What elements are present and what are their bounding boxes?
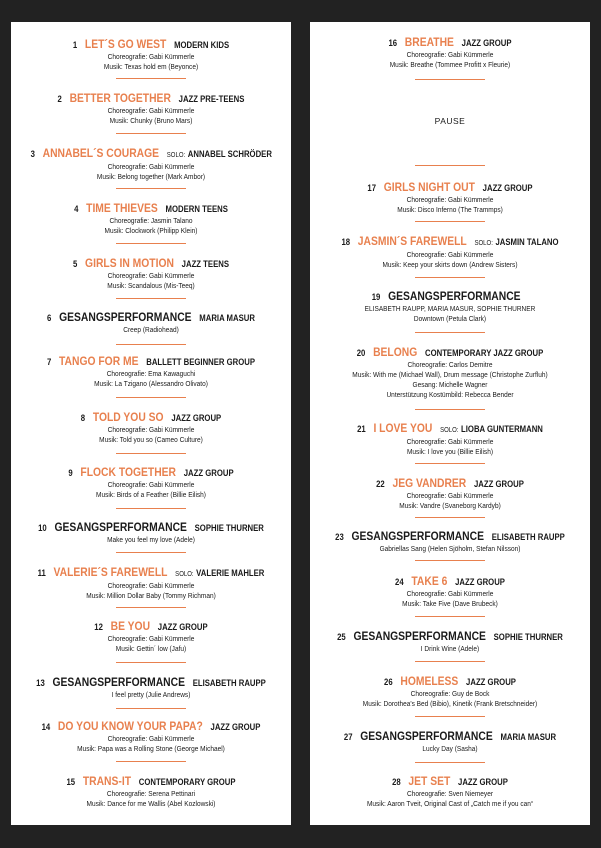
performer-group: JAZZ GROUP [455, 577, 505, 587]
item-number: 15 [66, 777, 76, 787]
item-title: GESANGSPERFORMANCE [360, 729, 493, 743]
program-item [11, 676, 291, 700]
credit-line: Choreografie: Gabi Kümmerle [107, 480, 195, 489]
performer-group: JAZZ GROUP [473, 479, 524, 489]
credit-line: ELISABETH RAUPP, MARIA MASUR, SOPHIE THURNER [364, 304, 536, 313]
item-number: 21 [357, 424, 366, 434]
separator-line [415, 560, 485, 561]
item-title: BELONG [373, 345, 418, 359]
separator-line [415, 517, 485, 518]
item-number: 17 [367, 183, 377, 193]
program-item [310, 346, 590, 400]
item-number: 5 [73, 259, 78, 269]
program-item [310, 477, 590, 511]
item-heading [31, 311, 272, 325]
item-heading [330, 530, 571, 544]
separator-line [116, 397, 186, 398]
credit-line: Choreografie: Gabi Kümmerle [107, 581, 195, 590]
item-heading [330, 181, 571, 195]
separator-line [116, 761, 186, 762]
credit-line: Musik: Keep your skirts down (Andrew Sisters) [382, 260, 518, 269]
credit-line: Musik: Breathe (Tommee Profitt x Fleurie) [389, 60, 511, 69]
performer-group: MARIA MASUR [199, 313, 255, 323]
performer-group: ELISABETH RAUPP [192, 678, 266, 688]
pause-label: PAUSE [434, 116, 466, 126]
performer-group: JASMIN TALANO [495, 237, 559, 247]
credit-line: Musik: Texas hold em (Beyonce) [103, 62, 199, 71]
item-title: GESANGSPERFORMANCE [59, 310, 192, 324]
performer-group: CONTEMPORARY JAZZ GROUP [424, 348, 544, 358]
program-item [310, 290, 590, 324]
item-title: GIRLS IN MOTION [85, 256, 174, 270]
performer-group: SOPHIE THURNER [493, 632, 563, 642]
item-number: 6 [47, 313, 52, 323]
item-heading [31, 676, 272, 690]
item-number: 10 [38, 523, 47, 533]
credit-line: Musik: Gettin´ low (Jafu) [115, 644, 187, 653]
item-title: TIME THIEVES [86, 201, 158, 215]
separator-line [415, 165, 485, 166]
credit-line: Choreografie: Gabi Kümmerle [107, 271, 195, 280]
item-title: BREATHE [404, 35, 454, 49]
separator-line [116, 453, 186, 454]
credit-line: Downtown (Petula Clark) [413, 314, 487, 323]
credit-line: Choreografie: Gabi Kümmerle [406, 250, 494, 259]
credit-line: Choreografie: Gabi Kümmerle [107, 162, 195, 171]
item-number: 23 [335, 532, 344, 542]
item-number: 4 [74, 204, 79, 214]
item-number: 3 [30, 149, 35, 159]
item-title: GESANGSPERFORMANCE [353, 629, 486, 643]
program-item [310, 181, 590, 215]
performer-group: JAZZ GROUP [157, 622, 208, 632]
credit-line: Choreografie: Gabi Kümmerle [107, 634, 195, 643]
program-item [11, 311, 291, 335]
program-item [11, 92, 291, 126]
separator-line [415, 277, 485, 278]
program-item [11, 466, 291, 500]
item-heading [31, 355, 272, 369]
credit-line: Choreografie: Jasmin Talano [109, 216, 193, 225]
item-number: 25 [337, 632, 346, 642]
separator-line [415, 332, 485, 333]
performer-group: MARIA MASUR [500, 732, 557, 742]
item-heading [31, 411, 272, 425]
separator-line [116, 298, 186, 299]
item-number: 8 [80, 413, 86, 423]
performer-group: ANNABEL SCHRÖDER [187, 149, 272, 159]
item-title: FLOCK TOGETHER [80, 465, 176, 479]
item-heading [330, 630, 571, 644]
item-heading [330, 775, 571, 789]
credit-line: Creep (Radiohead) [123, 325, 179, 334]
item-heading [31, 257, 272, 271]
program-item [310, 530, 590, 554]
program-column-right [310, 22, 590, 825]
credit-line: Musik: La Tzigano (Alessandro Olivato) [94, 379, 208, 388]
item-number: 20 [356, 348, 366, 358]
separator-line [415, 463, 485, 464]
credit-line: Choreografie: Gabi Kümmerle [406, 589, 494, 598]
item-number: 7 [46, 357, 52, 367]
item-heading [330, 730, 571, 744]
program-item [11, 720, 291, 754]
item-heading [31, 720, 272, 734]
separator-line [415, 762, 485, 763]
performer-group: JAZZ GROUP [210, 722, 261, 732]
item-number: 22 [376, 479, 385, 489]
credit-line: Choreografie: Guy de Bock [410, 689, 490, 698]
item-title: GESANGSPERFORMANCE [52, 675, 185, 689]
item-heading [31, 566, 272, 581]
item-heading [31, 202, 272, 216]
program-item [11, 147, 291, 182]
item-number: 13 [36, 678, 45, 688]
item-title: TOLD YOU SO [92, 410, 164, 424]
credit-line: Choreografie: Gabi Kümmerle [406, 491, 494, 500]
program-item [11, 257, 291, 291]
item-title: JASMIN´S FAREWELL [357, 234, 467, 248]
item-title: VALERIE´S FAREWELL [53, 565, 168, 579]
credit-line: Choreografie: Serena Pettinari [106, 789, 196, 798]
separator-line [415, 716, 485, 717]
credit-line: Musik: Birds of a Feather (Billie Eilish) [96, 490, 206, 499]
item-heading [31, 620, 272, 634]
program-column-left [11, 22, 291, 825]
separator-line [116, 607, 186, 608]
item-title: I LOVE YOU [373, 421, 433, 435]
separator-line [116, 708, 186, 709]
item-heading [330, 477, 571, 491]
item-title: GESANGSPERFORMANCE [351, 529, 484, 543]
credit-line: Musik: Clockwork (Philipp Klein) [104, 226, 198, 235]
credit-line: Choreografie: Gabi Kümmerle [107, 734, 195, 743]
credit-line: Choreografie: Ema Kawaguchi [106, 369, 196, 378]
program-item [310, 235, 590, 270]
separator-line [116, 552, 186, 553]
program-item [11, 411, 291, 445]
item-number: 14 [41, 722, 51, 732]
item-number: 12 [94, 622, 103, 632]
credit-line: Musik: Dance for me Wallis (Abel Kozlowski) [86, 799, 216, 808]
item-number: 19 [371, 292, 381, 302]
credit-line: Unterstützung Kostümbild: Rebecca Bender [386, 390, 514, 399]
item-heading [330, 422, 571, 437]
program-item [11, 620, 291, 654]
program-item [310, 730, 590, 754]
item-number: 9 [68, 468, 73, 478]
program-item [11, 355, 291, 389]
credit-line: Choreografie: Carlos Demitre [407, 360, 493, 369]
credit-line: Choreografie: Gabi Kümmerle [107, 106, 195, 115]
separator-line [116, 344, 186, 345]
credit-line: I feel pretty (Julie Andrews) [111, 690, 191, 699]
item-heading [31, 147, 272, 162]
program-item [11, 521, 291, 545]
credit-line: Gabriellas Sang (Helen Sjöholm, Stefan Nilsson) [379, 544, 521, 553]
item-number: 28 [392, 777, 401, 787]
credit-line: Musik: Told you so (Cameo Culture) [99, 435, 203, 444]
credit-line: Musik: Chunky (Bruno Mars) [109, 116, 193, 125]
performer-group: SOPHIE THURNER [194, 523, 264, 533]
performer-group: BALLETT BEGINNER GROUP [146, 357, 256, 367]
separator-line [415, 661, 485, 662]
separator-line [415, 409, 485, 410]
item-heading [31, 775, 272, 789]
item-title: GESANGSPERFORMANCE [54, 520, 187, 534]
item-title: HOMELESS [400, 674, 459, 688]
program-item [11, 775, 291, 809]
item-title: LET´S GO WEST [84, 37, 167, 51]
program-item [310, 575, 590, 609]
credit-line: Musik: Dorothea's Bed (Bibio), Kinetik (Frank Bretschneider) [362, 699, 538, 708]
program-item [11, 566, 291, 601]
separator-line [116, 662, 186, 663]
credit-line: Lucky Day (Sasha) [422, 744, 478, 753]
item-number: 2 [57, 94, 62, 104]
program-item [11, 202, 291, 236]
performer-group: JAZZ PRE-TEENS [178, 94, 245, 104]
solo-label: SOLO: [474, 240, 493, 247]
item-heading [31, 521, 272, 535]
item-heading [330, 235, 571, 250]
item-title: GESANGSPERFORMANCE [388, 289, 521, 303]
performer-group: JAZZ GROUP [466, 677, 516, 687]
item-number: 26 [384, 677, 393, 687]
solo-label: SOLO: [440, 427, 459, 434]
program-item [310, 675, 590, 709]
item-title: DO YOU KNOW YOUR PAPA? [57, 719, 203, 733]
item-number: 18 [341, 237, 351, 247]
performer-group: JAZZ GROUP [458, 777, 508, 787]
performer-group: ELISABETH RAUPP [491, 532, 565, 542]
performer-group: JAZZ TEENS [181, 259, 229, 269]
item-heading [330, 36, 571, 50]
credit-line: Musik: Million Dollar Baby (Tommy Richman) [86, 591, 216, 600]
credit-line: Choreografie: Gabi Kümmerle [107, 425, 195, 434]
performer-group: MODERN TEENS [165, 204, 228, 214]
performer-group: JAZZ GROUP [183, 468, 234, 478]
item-heading [330, 346, 571, 360]
credit-line: Musik: Belong together (Mark Ambor) [96, 172, 206, 181]
item-number: 27 [343, 732, 353, 742]
credit-line: Musik: Take Five (Dave Brubeck) [402, 599, 498, 608]
item-title: BETTER TOGETHER [69, 91, 171, 105]
credit-line: Gesang: Michelle Wagner [412, 380, 488, 389]
item-heading [330, 675, 571, 689]
credit-line: Musik: Papa was a Rolling Stone (George Michael) [77, 744, 225, 753]
item-title: TRANS-IT [82, 774, 132, 788]
performer-group: VALERIE MAHLER [196, 568, 265, 578]
credit-line: Make you feel my love (Adele) [107, 535, 195, 544]
item-heading [31, 38, 272, 52]
item-title: ANNABEL´S COURAGE [42, 146, 160, 160]
item-number: 24 [395, 577, 404, 587]
item-title: JEG VANDRER [392, 476, 467, 490]
performer-group: JAZZ GROUP [171, 413, 222, 423]
program-item [310, 630, 590, 654]
program-item [310, 775, 590, 809]
separator-line [116, 78, 186, 79]
credit-line: Choreografie: Gabi Kümmerle [406, 437, 494, 446]
item-heading [330, 290, 571, 304]
credit-line: Musik: I love you (Billie Eilish) [406, 447, 493, 456]
separator-line [116, 508, 186, 509]
credit-line: Choreografie: Gabi Kümmerle [406, 195, 494, 204]
performer-group: CONTEMPORARY GROUP [138, 777, 236, 787]
performer-group: JAZZ GROUP [461, 38, 512, 48]
solo-label: SOLO: [175, 571, 194, 578]
item-title: GIRLS NIGHT OUT [383, 180, 475, 194]
item-heading [31, 466, 272, 480]
item-number: 11 [37, 568, 46, 578]
item-title: TAKE 6 [411, 574, 448, 588]
program-item [310, 36, 590, 70]
credit-line: I Drink Wine (Adele) [420, 644, 480, 653]
solo-label: SOLO: [166, 152, 186, 159]
program-item [11, 38, 291, 72]
item-title: JET SET [408, 774, 451, 788]
item-heading [330, 575, 571, 589]
performer-group: MODERN KIDS [174, 40, 230, 50]
separator-line [415, 79, 485, 80]
program-item [310, 422, 590, 457]
separator-line [415, 616, 485, 617]
credit-line: Musik: Scandalous (Mis-Teeq) [107, 281, 195, 290]
separator-line [116, 188, 186, 189]
item-title: BE YOU [110, 619, 151, 633]
credit-line: Choreografie: Gabi Kümmerle [107, 52, 195, 61]
credit-line: Musik: With me (Michael Wall), Drum message (Christophe Zurfluh) [352, 370, 548, 379]
credit-line: Musik: Aaron Tveit, Original Cast of „Catch me if you can“ [366, 799, 534, 808]
credit-line: Choreografie: Gabi Kümmerle [406, 50, 494, 59]
credit-line: Musik: Disco Inferno (The Trammps) [397, 205, 503, 214]
item-number: 1 [72, 40, 78, 50]
item-title: TANGO FOR ME [59, 354, 139, 368]
performer-group: LIOBA GUNTERMANN [461, 424, 543, 434]
credit-line: Musik: Vandre (Svaneborg Kardyb) [399, 501, 501, 510]
separator-line [116, 133, 186, 134]
separator-line [116, 243, 186, 244]
item-number: 16 [388, 38, 398, 48]
separator-line [415, 221, 485, 222]
credit-line: Choreografie: Sven Niemeyer [406, 789, 494, 798]
item-heading [31, 92, 272, 106]
performer-group: JAZZ GROUP [482, 183, 533, 193]
